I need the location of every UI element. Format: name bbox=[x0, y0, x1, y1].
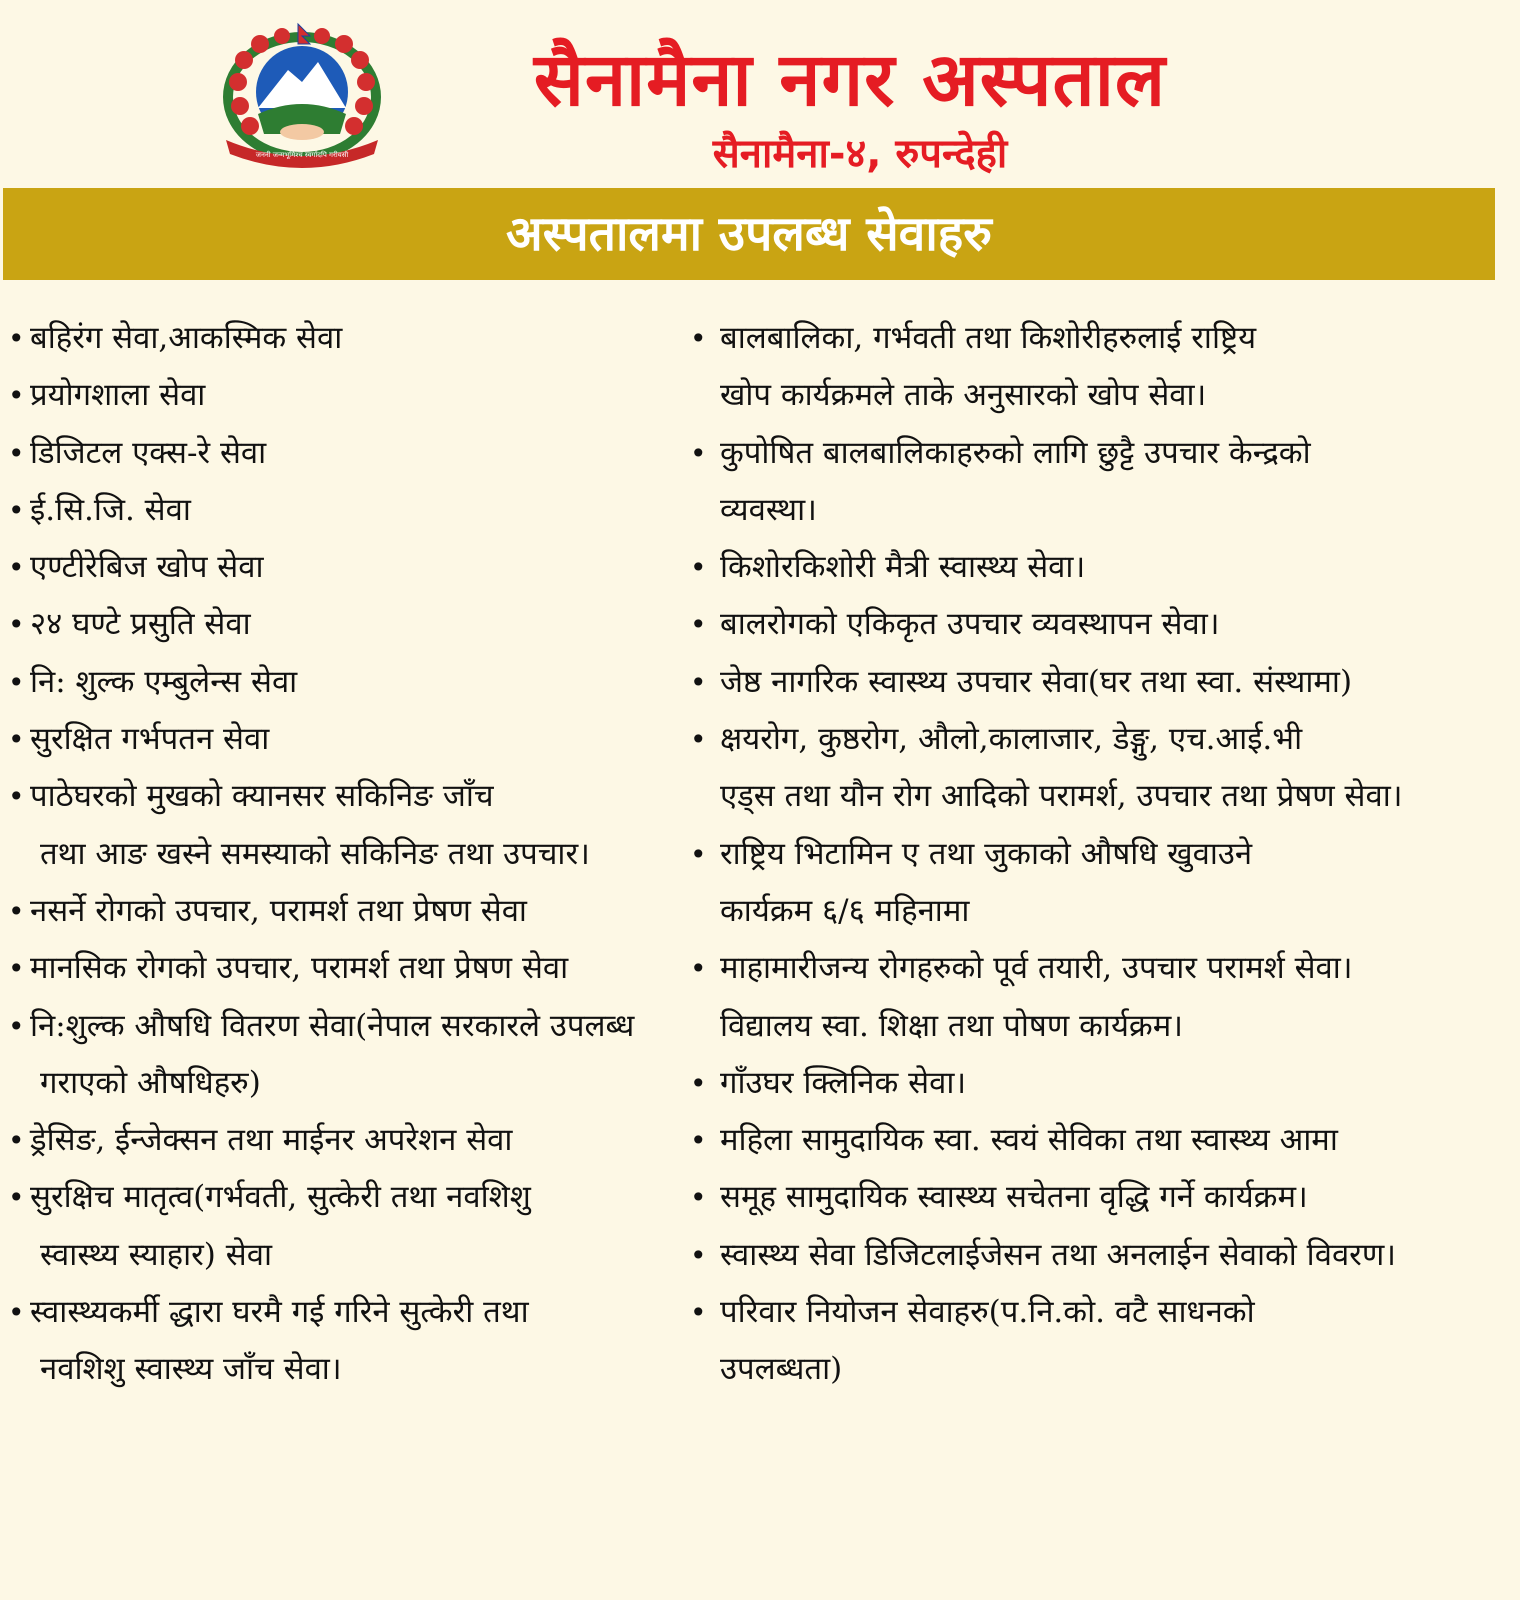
service-item bbox=[8, 826, 698, 883]
service-item bbox=[688, 998, 1518, 1055]
service-item bbox=[688, 425, 1518, 482]
service-text: प्रयोगशाला सेवा bbox=[30, 377, 206, 414]
service-text: उपलब्धता) bbox=[720, 1351, 843, 1388]
service-item bbox=[8, 596, 698, 653]
bullet-icon: • bbox=[8, 493, 25, 527]
bullet-icon: • bbox=[8, 780, 25, 814]
service-item bbox=[688, 539, 1518, 596]
service-item bbox=[688, 367, 1518, 424]
service-text: जेष्ठ नागरिक स्वास्थ्य उपचार सेवा(घर तथा स्वा. संस्थामा) bbox=[720, 663, 1353, 700]
bullet-icon: • bbox=[8, 894, 25, 928]
service-text: ई.सि.जि. सेवा bbox=[30, 491, 191, 528]
left-services-list bbox=[8, 310, 698, 1399]
service-item bbox=[688, 1055, 1518, 1112]
service-item bbox=[8, 768, 698, 825]
page-subtitle: सैनामैना-४, रुपन्देही bbox=[712, 131, 1008, 177]
service-text: परिवार नियोजन सेवाहरु(प.नि.को. वटै साधनको bbox=[720, 1294, 1255, 1331]
service-text: एण्टीरेबिज खोप सेवा bbox=[30, 549, 264, 586]
bullet-icon: • bbox=[8, 379, 25, 413]
service-text: स्वास्थ्य स्याहार) सेवा bbox=[40, 1236, 272, 1273]
service-text: महिला सामुदायिक स्वा. स्वयं सेविका तथा स्वास्थ्य आमा bbox=[720, 1122, 1338, 1159]
bullet-icon: • bbox=[690, 723, 707, 757]
service-text: बालबालिका, गर्भवती तथा किशोरीहरुलाई राष्ट्रिय bbox=[720, 320, 1257, 356]
service-item bbox=[688, 826, 1518, 883]
bullet-icon: • bbox=[690, 1066, 707, 1100]
service-item bbox=[688, 940, 1518, 997]
bullet-icon: • bbox=[690, 1238, 707, 1272]
bullet-icon: • bbox=[8, 436, 25, 470]
service-text: ड्रेसिङ, ईन्जेक्सन तथा माईनर अपरेशन सेवा bbox=[30, 1122, 513, 1159]
bullet-icon: • bbox=[8, 551, 25, 585]
service-text: गाँउघर क्लिनिक सेवा। bbox=[720, 1064, 967, 1101]
service-item bbox=[688, 711, 1518, 768]
service-text: मानसिक रोगको उपचार, परामर्श तथा प्रेषण सेवा bbox=[30, 950, 569, 987]
bullet-icon: • bbox=[8, 1296, 25, 1330]
services-heading: अस्पतालमा उपलब्ध सेवाहरु bbox=[506, 206, 992, 262]
service-item bbox=[8, 998, 698, 1055]
service-text: खोप कार्यक्रमले ताके अनुसारको खोप सेवा। bbox=[720, 377, 1207, 414]
service-text: कार्यक्रम ६/६ महिनामा bbox=[720, 892, 970, 929]
service-text: सुरक्षिच मातृत्व(गर्भवती, सुत्केरी तथा नवशिशु bbox=[30, 1179, 531, 1216]
bullet-icon: • bbox=[8, 723, 25, 757]
service-item bbox=[8, 1284, 698, 1341]
bullet-icon: • bbox=[8, 665, 25, 699]
service-item bbox=[8, 883, 698, 940]
service-text: नि:शुल्क औषधि वितरण सेवा(नेपाल सरकारले उपलब्ध bbox=[30, 1007, 635, 1044]
service-text: डिजिटल एक्स-रे सेवा bbox=[30, 434, 267, 471]
service-text: गराएको औषधिहरु) bbox=[40, 1064, 261, 1101]
service-text: तथा आङ खस्ने समस्याको सकिनिङ तथा उपचार। bbox=[40, 835, 590, 872]
bullet-icon: • bbox=[690, 1181, 707, 1215]
service-item bbox=[688, 1227, 1518, 1284]
service-item bbox=[8, 482, 698, 539]
service-text: स्वास्थ्यकर्मी द्धारा घरमै गई गरिने सुत्केरी तथा bbox=[30, 1294, 529, 1331]
bullet-icon: • bbox=[690, 952, 707, 986]
service-item bbox=[688, 1284, 1518, 1341]
service-text: नि: शुल्क एम्बुलेन्स सेवा bbox=[30, 663, 298, 700]
service-item bbox=[8, 1055, 698, 1112]
service-text: समूह सामुदायिक स्वास्थ्य सचेतना वृद्धि गर्ने कार्यक्रम। bbox=[720, 1179, 1308, 1216]
service-item bbox=[8, 1227, 698, 1284]
service-item bbox=[688, 596, 1518, 653]
service-text: राष्ट्रिय भिटामिन ए तथा जुकाको औषधि खुवाउने bbox=[720, 835, 1253, 872]
service-item bbox=[688, 310, 1518, 367]
service-item bbox=[8, 654, 698, 711]
service-item bbox=[8, 539, 698, 596]
service-item bbox=[8, 425, 698, 482]
service-item bbox=[688, 654, 1518, 711]
bullet-icon: • bbox=[8, 1009, 25, 1043]
right-services-list bbox=[688, 310, 1518, 1399]
service-text: नसर्ने रोगको उपचार, परामर्श तथा प्रेषण सेवा bbox=[30, 892, 527, 929]
service-item bbox=[688, 482, 1518, 539]
bullet-icon: • bbox=[690, 1124, 707, 1158]
service-text: व्यवस्था। bbox=[720, 491, 817, 528]
service-item bbox=[8, 1341, 698, 1398]
service-item bbox=[688, 883, 1518, 940]
service-item bbox=[8, 1169, 698, 1226]
service-item bbox=[8, 940, 698, 997]
service-item bbox=[688, 1112, 1518, 1169]
service-item bbox=[8, 711, 698, 768]
service-text: स्वास्थ्य सेवा डिजिटलाईजेसन तथा अनलाईन सेवाको विवरण। bbox=[720, 1236, 1397, 1273]
bullet-icon: • bbox=[690, 322, 707, 355]
service-item bbox=[688, 1341, 1518, 1398]
bullet-icon: • bbox=[690, 608, 707, 642]
service-item bbox=[688, 768, 1518, 825]
service-text: माहामारीजन्य रोगहरुको पूर्व तयारी, उपचार परामर्श सेवा। bbox=[720, 950, 1353, 987]
bullet-icon: • bbox=[8, 1124, 25, 1158]
bullet-icon: • bbox=[8, 1181, 25, 1215]
nepal-emblem-icon bbox=[218, 22, 386, 172]
service-text: विद्यालय स्वा. शिक्षा तथा पोषण कार्यक्रम। bbox=[720, 1007, 1184, 1044]
service-text: बालरोगको एकिकृत उपचार व्यवस्थापन सेवा। bbox=[720, 606, 1220, 643]
bullet-icon: • bbox=[690, 436, 707, 470]
bullet-icon: • bbox=[8, 322, 25, 355]
page-title: सैनामैना नगर अस्पताल bbox=[533, 37, 1167, 123]
service-item bbox=[8, 1112, 698, 1169]
bullet-icon: • bbox=[690, 1296, 707, 1330]
services-banner bbox=[3, 188, 1495, 280]
bullet-icon: • bbox=[8, 952, 25, 986]
service-text: किशोरकिशोरी मैत्री स्वास्थ्य सेवा। bbox=[720, 549, 1086, 586]
header bbox=[0, 0, 1520, 186]
service-text: सुरक्षित गर्भपतन सेवा bbox=[30, 721, 270, 758]
service-text: २४ घण्टे प्रसुति सेवा bbox=[30, 606, 251, 643]
bullet-icon: • bbox=[690, 665, 707, 699]
service-text: नवशिशु स्वास्थ्य जाँच सेवा। bbox=[40, 1351, 342, 1388]
bullet-icon: • bbox=[8, 608, 25, 642]
service-item bbox=[688, 1169, 1518, 1226]
bullet-icon: • bbox=[690, 837, 707, 871]
service-text: एड्स तथा यौन रोग आदिको परामर्श, उपचार तथा प्रेषण सेवा। bbox=[720, 778, 1403, 815]
service-text: बहिरंग सेवा,आकस्मिक सेवा bbox=[30, 320, 343, 356]
service-text: कुपोषित बालबालिकाहरुको लागि छुट्टै उपचार केन्द्रको bbox=[720, 434, 1311, 471]
emblem-motto: जननी जन्मभूमिश्च स्वर्गादपि गरीयसी bbox=[255, 151, 349, 159]
service-item bbox=[8, 310, 698, 367]
bullet-icon: • bbox=[690, 551, 707, 585]
service-item bbox=[8, 367, 698, 424]
service-text: पाठेघरको मुखको क्यानसर सकिनिङ जाँच bbox=[30, 778, 494, 815]
service-text: क्षयरोग, कुष्ठरोग, औलो,कालाजार, डेङ्गु, एच.आई.भी bbox=[720, 721, 1303, 758]
